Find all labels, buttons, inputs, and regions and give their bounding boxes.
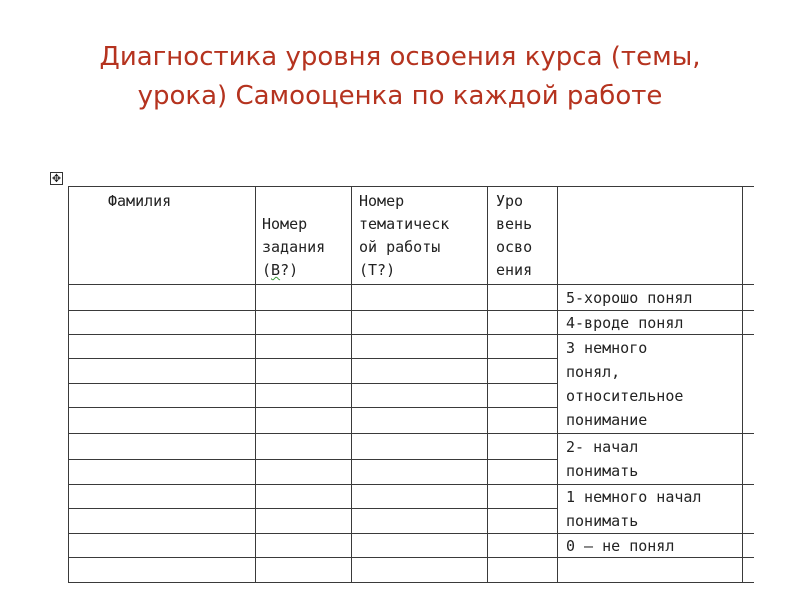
scale-level-3-line-3: относительное (566, 387, 684, 405)
scale-level-3-line-1: 3 немного (566, 339, 648, 357)
table-row-line (68, 358, 558, 359)
table-column-line (68, 186, 69, 583)
table-row-line (68, 407, 558, 408)
table-column-line (557, 186, 558, 583)
header-task-number-text: Номер задания (В?) (262, 215, 326, 279)
header-task-number (262, 190, 325, 282)
table-header-bottom-border (68, 284, 754, 285)
slide-title (0, 38, 800, 116)
slide-title-line-1: Диагностика уровня освоения курса (темы, (99, 42, 701, 72)
table-top-border (68, 186, 754, 187)
scale-level-3-line-4: понимание (566, 411, 648, 429)
scale-level-3-line-2: понял, (566, 363, 621, 381)
table-bottom-border (68, 582, 754, 583)
table-row-line (68, 508, 558, 509)
spellcheck-squiggle: В (271, 261, 281, 279)
table-column-line (487, 186, 488, 583)
slide-title-line-2: урока) Самооценка по каждой работе (137, 81, 663, 111)
table-column-line (742, 186, 743, 583)
scale-level-2-line-2: понимать (566, 462, 639, 480)
table-scan (46, 150, 754, 596)
scale-level-1-line-2: понимать (566, 512, 639, 530)
table-row-line (68, 433, 754, 434)
table-row-line (68, 459, 558, 460)
scale-level-1-line-1: 1 немного начал (566, 488, 702, 506)
scale-level-5: 5-хорошо понял (566, 289, 693, 307)
scale-level-4: 4-вроде понял (566, 314, 684, 332)
table-move-handle-icon[interactable]: ✥ (51, 172, 62, 185)
table-column-line (255, 186, 256, 583)
scale-level-0: 0 – не понял (566, 537, 675, 555)
header-mastery-level: Уро вень осво ения (496, 192, 533, 279)
table-column-line (351, 186, 352, 583)
table-row-line (68, 383, 558, 384)
scale-level-2-line-1: 2- начал (566, 438, 639, 456)
header-work-number: Номер тематическ ой работы (Т?) (359, 192, 450, 279)
header-surname: Фамилия (108, 192, 172, 210)
